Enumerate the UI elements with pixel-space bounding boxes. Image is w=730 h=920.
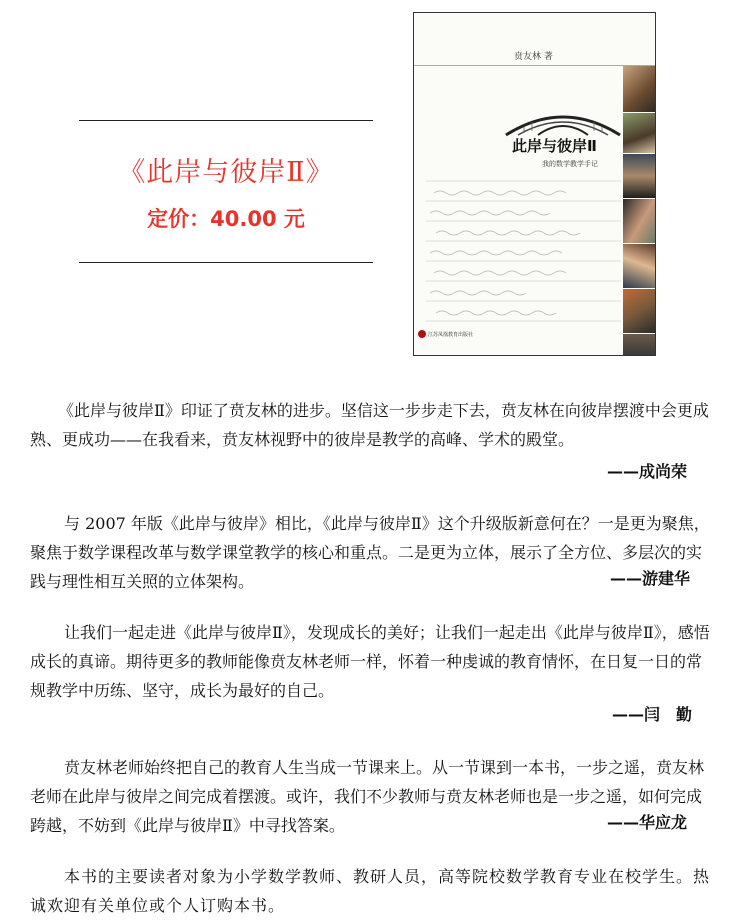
cover-divider (414, 65, 655, 66)
cover-handwriting-background (426, 173, 621, 323)
cover-subtitle: 我的数学教学手记 (542, 160, 598, 168)
review-signature-4: ——华应龙 (607, 813, 688, 832)
audience-paragraph: 本书的主要读者对象为小学数学教师、教研人员，高等院校数学教育专业在校学生。热诚欢迎有关单位或个人订购本书。 (30, 867, 711, 915)
cover-title: 此岸与彼岸Ⅱ (512, 137, 597, 155)
book-title: 《此岸与彼岸Ⅱ》 (118, 157, 334, 188)
review-paragraph-4: 贲友林老师始终把自己的教育人生当成一节课来上。从一节课到一本书，一步之遥，贲友林老师在此岸与彼岸之间完成着摆渡。或许，我们不少教师与贲友林老师也是一步之遥，如何完成跨越，不妨到《此岸与彼岸Ⅱ》中寻找答案。 (30, 758, 705, 835)
book-price: 定价：40.00 元 (147, 207, 305, 231)
cover-photo-strip (623, 66, 655, 355)
cover-author: 贲友林 著 (514, 52, 553, 62)
review-paragraph-3: 让我们一起走进《此岸与彼岸Ⅱ》，发现成长的美好；让我们一起走出《此岸与彼岸Ⅱ》，感悟成长的真谛。期待更多的教师能像贲友林老师一样，怀着一种虔诚的教育情怀，在日复一日的常规教学中历练、坚守，成长为最好的自己。 (30, 623, 710, 700)
cover-publisher: 江苏凤凰教育出版社 (428, 332, 474, 338)
review-signature-3: ——闫 勤 (612, 705, 693, 724)
cover-bridge-icon (504, 105, 622, 137)
bottom-rule (79, 262, 373, 263)
top-rule (79, 120, 373, 121)
review-paragraph-2: 与 2007 年版《此岸与彼岸》相比，《此岸与彼岸Ⅱ》这个升级版新意何在？一是更为聚焦，聚焦于数学课程改革与数学课堂教学的核心和重点。二是更为立体，展示了全方位、多层次的实践与理性相互关照的立体架构。 (30, 514, 710, 591)
review-signature-2: ——游建华 (610, 569, 691, 588)
review-paragraph-1: 《此岸与彼岸Ⅱ》印证了贲友林的进步。坚信这一步步走下去，贲友林在向彼岸摆渡中会更成熟、更成功——在我看来，贲友林视野中的彼岸是教学的高峰、学术的殿堂。 (30, 401, 709, 449)
publisher-logo-icon (418, 330, 426, 338)
book-cover-image (413, 12, 656, 356)
review-signature-1: ——成尚荣 (607, 462, 688, 481)
